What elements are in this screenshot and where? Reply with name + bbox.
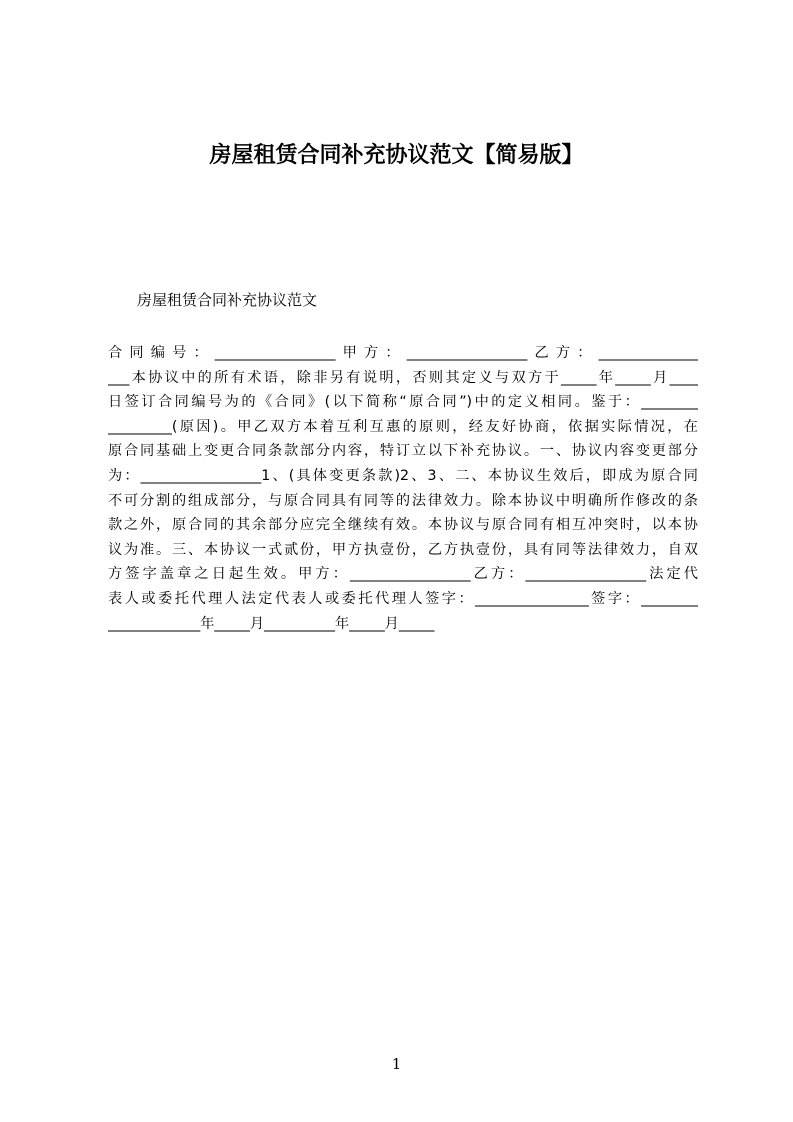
body-line: 合同编号：_________________甲方：_________________乙方：______________ xyxy=(108,345,698,361)
body-line: 款之外，原合同的其余部分应完全继续有效。本协议与原合同有相互冲突时，以本协 xyxy=(108,517,698,534)
agreement-body xyxy=(108,341,698,636)
body-line: 表人或委托代理人法定代表人或委托代理人签字：________________签字：________ xyxy=(108,590,698,607)
body-line: ___本协议中的所有术语，除非另有说明，否则其定义与双方于_____年_____月____ xyxy=(108,369,698,386)
page-number: 1 xyxy=(391,1055,402,1073)
body-line: 为：_________________1、(具体变更条款)2、3、二、本协议生效后，即成为原合同 xyxy=(108,467,698,484)
body-line: 原合同基础上变更合同条款部分内容，特订立以下补充协议。一、协议内容变更部分 xyxy=(108,443,698,460)
body-line: 方签字盖章之日起生效。甲方：_________________乙方：_________________法定代 xyxy=(108,566,698,583)
document-subtitle: 房屋租赁合同补充协议范文 xyxy=(137,291,318,309)
body-line: 不可分割的组成部分，与原合同具有同等的法律效力。除本协议中明确所作修改的条 xyxy=(108,492,698,509)
body-line: 日签订合同编号为的《合同》(以下简称“原合同”)中的定义相同。鉴于：________ xyxy=(108,394,698,411)
document-title: 房屋租赁合同补充协议范文【简易版】 xyxy=(209,143,584,168)
body-line: _________(原因)。甲乙双方本着互利互惠的原则，经友好协商，依据实际情况，在 xyxy=(108,418,698,435)
body-line: 议为准。三、本协议一式贰份，甲方执壹份，乙方执壹份，具有同等法律效力，自双 xyxy=(108,541,698,558)
body-line: _____________年_____月__________年_____月_____ xyxy=(108,615,435,632)
